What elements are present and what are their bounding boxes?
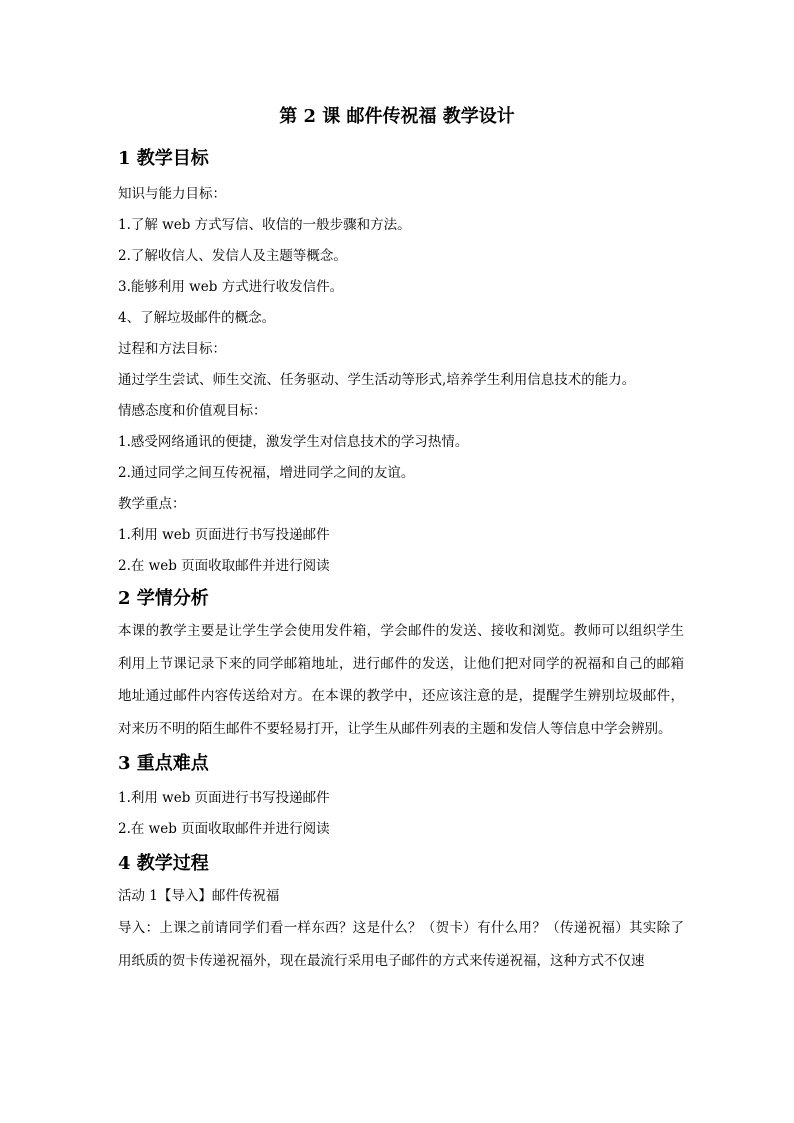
body-line: 活动 1【导入】邮件传祝福 xyxy=(118,888,280,904)
body-line: 1.利用 web 页面进行书写投递邮件 xyxy=(118,527,330,543)
section-heading: 3 重点难点 xyxy=(118,753,209,774)
body-line: 1.了解 web 方式写信、收信的一般步骤和方法。 xyxy=(118,217,411,233)
body-line: 2.了解收信人、发信人及主题等概念。 xyxy=(118,248,347,264)
body-line: 4、了解垃圾邮件的概念。 xyxy=(118,310,276,326)
section-heading: 1 教学目标 xyxy=(118,148,209,169)
body-line: 2.在 web 页面收取邮件并进行阅读 xyxy=(118,821,330,837)
body-line: 2.在 web 页面收取邮件并进行阅读 xyxy=(118,558,330,574)
body-paragraph: 本课的教学主要是让学生学会使用发件箱，学会邮件的发送、接收和浏览。教师可以组织学生利用上节课记录下来的同学邮箱地址，进行邮件的发送，让他们把对同学的祝福和自己的邮箱地址通过邮件内容传送给对方。在本课的教学中，还应该注意的是，提醒学生辨别垃圾邮件，对来历不明的陌生邮件不要轻易打开，让学生从邮件列表的主题和发信人等信息中学会辨别。 xyxy=(118,623,684,737)
body-line: 教学重点： xyxy=(118,496,186,512)
document-title: 第 2 课 邮件传祝福 教学设计 xyxy=(279,106,515,127)
document-body xyxy=(118,146,684,977)
body-line: 1.感受网络通讯的便捷，激发学生对信息技术的学习热情。 xyxy=(118,434,469,450)
body-line: 知识与能力目标： xyxy=(118,186,226,202)
body-line: 情感态度和价值观目标： xyxy=(118,403,267,419)
body-line: 过程和方法目标： xyxy=(118,341,226,357)
body-line: 通过学生尝试、师生交流、任务驱动、学生活动等形式,培养学生利用信息技术的能力。 xyxy=(118,372,636,388)
body-line: 3.能够利用 web 方式进行收发信件。 xyxy=(118,279,344,295)
body-line: 1.利用 web 页面进行书写投递邮件 xyxy=(118,790,330,806)
body-paragraph: 导入：上课之前请同学们看一样东西？这是什么？（贺卡）有什么用？（传递祝福）其实除了用纸质的贺卡传递祝福外，现在最流行采用电子邮件的方式来传递祝福，这种方式不仅速 xyxy=(118,920,684,969)
body-line: 2.通过同学之间互传祝福，增进同学之间的友谊。 xyxy=(118,465,415,481)
section-heading: 2 学情分析 xyxy=(118,588,209,609)
section-heading: 4 教学过程 xyxy=(118,853,209,874)
